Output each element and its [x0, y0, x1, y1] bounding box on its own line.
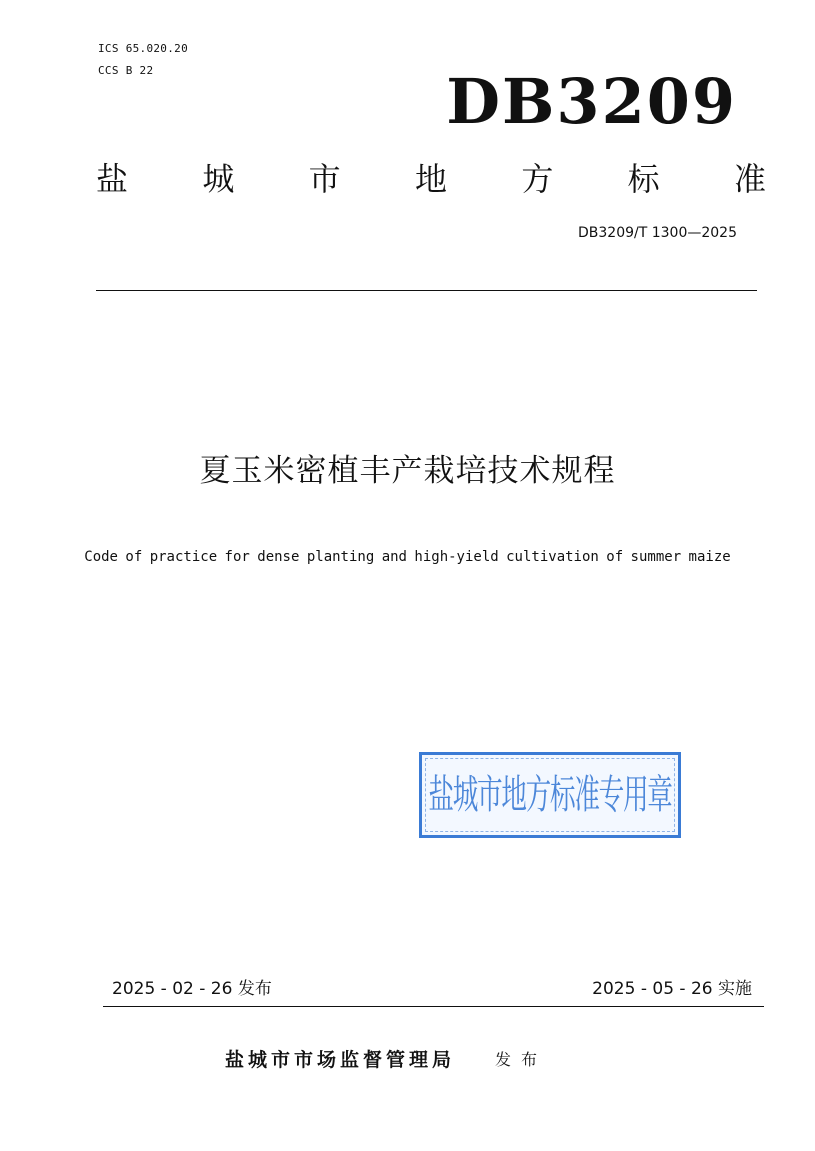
standard-type-char: 方 — [521, 160, 554, 198]
implementation-date: 2025 - 05 - 26 实施 — [592, 979, 752, 999]
footer-divider — [103, 1006, 764, 1007]
document-title-chinese: 夏玉米密植丰产栽培技术规程 — [199, 453, 616, 489]
official-seal-stamp — [419, 752, 681, 838]
standard-type-char: 市 — [308, 160, 341, 198]
document-title-english: Code of practice for dense planting and high-yield cultivation of summer maize — [84, 549, 731, 565]
issue-action-label: 发布 — [495, 1050, 548, 1069]
standard-type-char: 地 — [414, 160, 447, 198]
issuer-line — [225, 1045, 547, 1075]
header-divider — [96, 290, 757, 291]
standard-type-char: 城 — [202, 160, 235, 198]
ics-code: ICS 65.020.20 — [98, 42, 188, 55]
standard-type-char: 准 — [733, 160, 766, 198]
standard-number: DB3209/T 1300—2025 — [578, 225, 737, 241]
standard-code-large: DB3209 — [446, 65, 737, 138]
standard-type — [96, 157, 766, 201]
seal-text: 盐城市地方标准专用章 — [428, 772, 672, 818]
standard-type-char: 标 — [627, 160, 660, 198]
standard-type-char: 盐 — [96, 160, 129, 198]
issuing-authority: 盐城市市场监督管理局 — [225, 1049, 456, 1071]
issue-date: 2025 - 02 - 26 发布 — [112, 979, 272, 999]
ccs-code: CCS B 22 — [98, 64, 154, 77]
